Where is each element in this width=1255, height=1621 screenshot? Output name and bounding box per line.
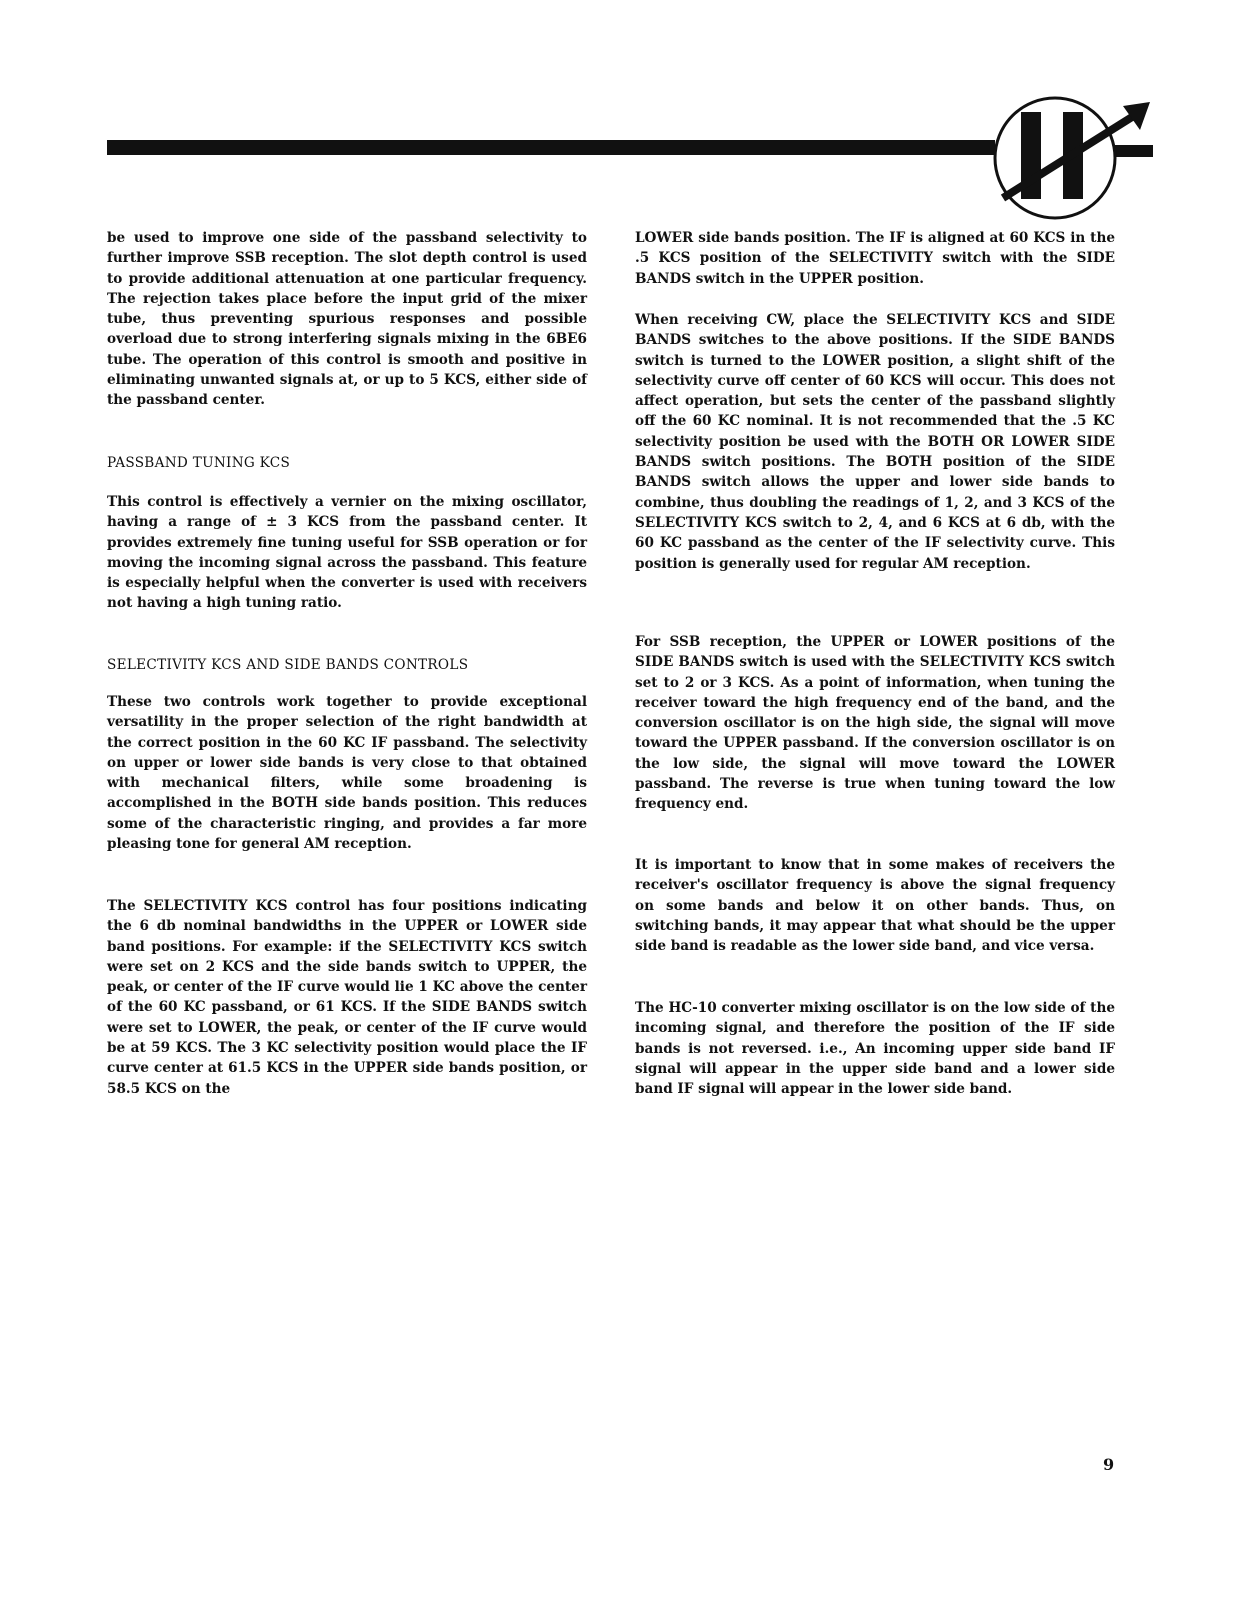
header-rule <box>107 140 987 155</box>
page-number: 9 <box>1103 1455 1115 1474</box>
paragraph: The HC-10 converter mixing oscillator is on the low side of the incoming signal, and therefore the position of the IF side bands is not reversed. i.e., An incoming upper side band IF signal will appear in the upper side band and a lower side band IF signal will appear in the lower side band. <box>635 1000 1115 1098</box>
paragraph: For SSB reception, the UPPER or LOWER positions of the SIDE BANDS switch is used with the SELECTIVITY KCS switch set to 2 or 3 KCS. As a point of information, when tuning the receiver toward the high frequency end of the band, and the conversion oscillator is on the high side, the signal will move toward the UPPER passband. If the conversion oscillator is on the low side, the signal will move toward the LOWER passband. The reverse is true when tuning toward the low frequency end. <box>635 634 1115 813</box>
paragraph: These two controls work together to provide exceptional versatility in the proper selection of the right bandwidth at the correct position in the 60 KC IF passband. The selectivity on upper or lower side bands is very close to that obtained with mechanical filters, while some broadening is accomplished in the BOTH side bands position. This reduces some of the characteristic ringing, and provides a far more pleasing tone for general AM reception. <box>107 694 587 853</box>
paragraph: When receiving CW, place the SELECTIVITY KCS and SIDE BANDS switches to the above positions. If the SIDE BANDS switch is turned to the LOWER position, a slight shift of the selectivity curve off center of 60 KCS will occur. This does not affect operation, but sets the center of the passband slightly off the 60 KC nominal. It is not recommended that the .5 KC selectivity position be used with the BOTH OR LOWER SIDE BANDS switch positions. The BOTH position of the SIDE BANDS switch allows the upper and lower side bands to combine, thus doubling the readings of 1, 2, and 3 KCS of the SELECTIVITY KCS switch to 2, 4, and 6 KCS at 6 db, with the 60 KC passband as the center of the IF selectivity curve. This position is generally used for regular AM reception. <box>635 312 1115 572</box>
paragraph: This control is effectively a vernier on the mixing oscillator, having a range of ± 3 KCS from the passband center. It provides extremely fine tuning useful for SSB operation or for moving the incoming signal across the passband. This feature is especially helpful when the converter is used with receivers not having a high tuning ratio. <box>107 494 587 612</box>
paragraph: be used to improve one side of the passband selectivity to further improve SSB reception. The slot depth control is used to provide additional attenuation at one particular frequency. The rejection takes place before the input grid of the mixer tube, thus preventing spurious responses and possible overload due to strong interfering signals mixing in the 6BE6 tube. The operation of this control is smooth and positive in eliminating unwanted signals at, or up to 5 KCS, either side of the passband center. <box>107 230 587 409</box>
paragraph: LOWER side bands position. The IF is aligned at 60 KCS in the .5 KCS position of the SELECTIVITY switch with the SIDE BANDS switch in the UPPER position. <box>635 230 1115 287</box>
paragraph: The SELECTIVITY KCS control has four positions indicating the 6 db nominal bandwidths in the UPPER or LOWER side band positions. For example: if the SELECTIVITY KCS switch were set on 2 KCS and the side bands switch to UPPER, the peak, or center of the IF curve would lie 1 KC above the center of the 60 KC passband, or 61 KCS. If the SIDE BANDS switch were set to LOWER, the peak, or center of the IF curve would be at 59 KCS. The 3 KC selectivity position would place the IF curve center at 61.5 KCS in the UPPER side bands position, or 58.5 KCS on the <box>107 898 587 1097</box>
section-heading: SELECTIVITY KCS AND SIDE BANDS CONTROLS <box>107 657 469 673</box>
section-heading: PASSBAND TUNING KCS <box>107 455 291 471</box>
paragraph: It is important to know that in some makes of receivers the receiver's oscillator frequency is above the signal frequency on some bands and below it on other bands. Thus, on switching bands, it may appear that what should be the upper side band is readable as the lower side band, and vice versa. <box>635 857 1115 955</box>
hallicrafters-logo-icon <box>965 90 1155 230</box>
